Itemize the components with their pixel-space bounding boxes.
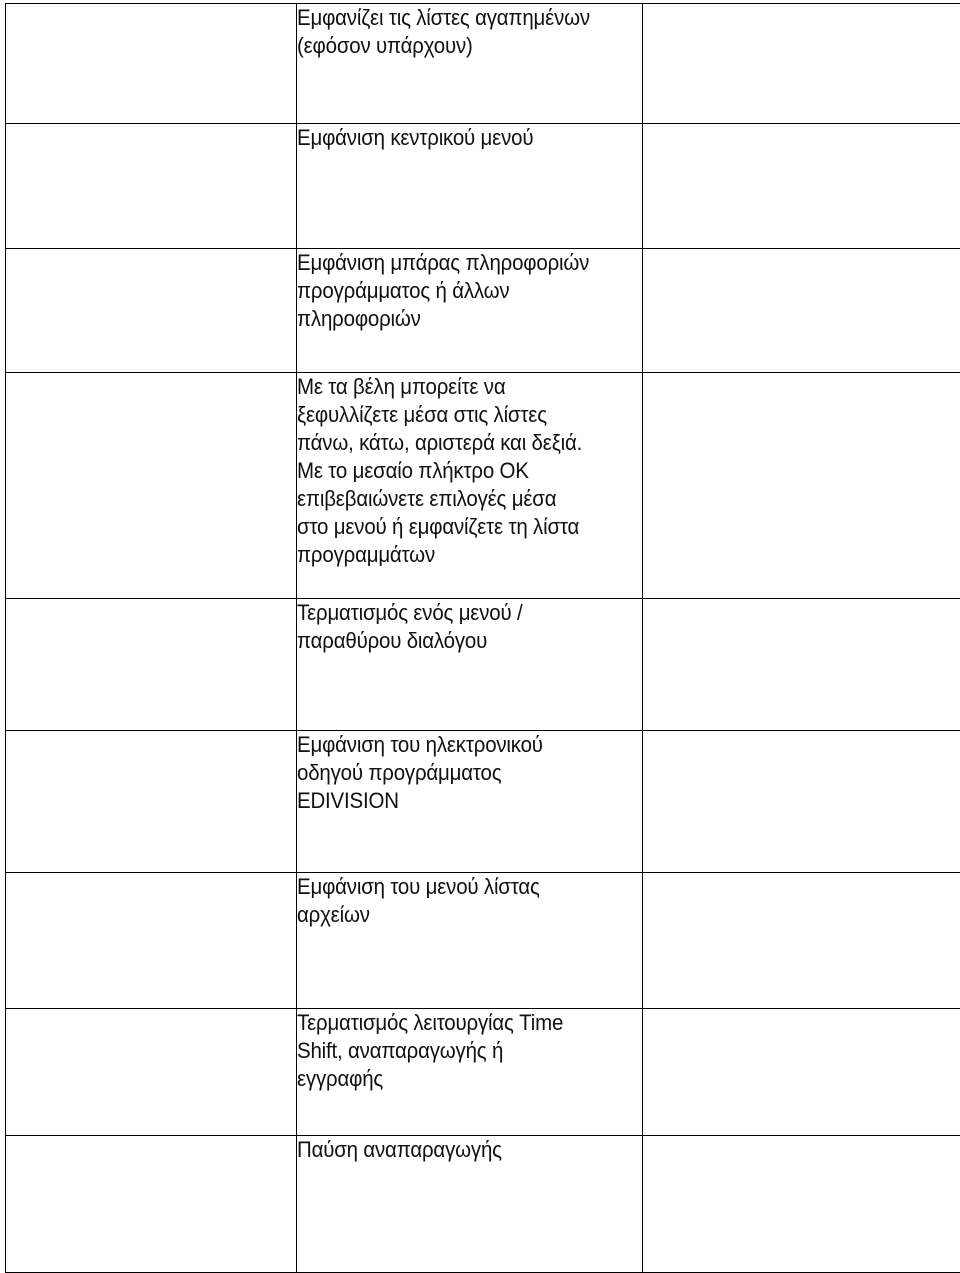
description-cell: [297, 731, 643, 873]
button-image-cell: [6, 731, 297, 873]
table-row: [6, 373, 960, 599]
table-row: [6, 1009, 960, 1136]
description-cell: [297, 873, 643, 1009]
button-image-cell: [6, 4, 297, 124]
empty-cell: [643, 4, 960, 124]
button-image-cell: [6, 1136, 297, 1273]
description-cell: [297, 124, 643, 249]
empty-cell: [643, 873, 960, 1009]
description-cell: [297, 373, 643, 599]
table-row: [6, 599, 960, 731]
row-description: Παύση αναπαραγωγής: [297, 1137, 502, 1162]
empty-cell: [643, 1136, 960, 1273]
table-row: [6, 1136, 960, 1273]
table-row: [6, 731, 960, 873]
table-row: [6, 249, 960, 373]
description-cell: [297, 1136, 643, 1273]
button-image-cell: [6, 599, 297, 731]
empty-cell: [643, 1009, 960, 1136]
row-description: Εμφάνιση μπάρας πληροφοριών προγράμματος ή άλλων πληροφοριών: [297, 250, 590, 331]
row-description: Εμφάνιση του μενού λίστας αρχείων: [297, 874, 540, 927]
button-image-cell: [6, 124, 297, 249]
empty-cell: [643, 124, 960, 249]
description-cell: [297, 4, 643, 124]
description-cell: [297, 599, 643, 731]
button-image-cell: [6, 249, 297, 373]
empty-cell: [643, 731, 960, 873]
empty-cell: [643, 599, 960, 731]
row-description: Τερματισμός ενός μενού / παραθύρου διαλόγου: [297, 600, 523, 653]
description-cell: [297, 1009, 643, 1136]
button-image-cell: [6, 373, 297, 599]
button-image-cell: [6, 1009, 297, 1136]
empty-cell: [643, 249, 960, 373]
description-cell: [297, 249, 643, 373]
row-description: Εμφανίζει τις λίστες αγαπημένων (εφόσον υπάρχουν): [297, 5, 590, 58]
empty-cell: [643, 373, 960, 599]
table-row: [6, 873, 960, 1009]
button-image-cell: [6, 873, 297, 1009]
table-row: [6, 4, 960, 124]
row-description: Εμφάνιση κεντρικού μενού: [297, 125, 534, 150]
row-description: Με τα βέλη μπορείτε να ξεφυλλίζετε μέσα στις λίστες πάνω, κάτω, αριστερά και δεξιά. Με το μεσαίο πλήκτρο OK επιβεβαιώνετε επιλογές μέσα στο μενού ή εμφανίζετε τη λίστα προγραμμάτων: [297, 374, 583, 567]
remote-buttons-table: [5, 3, 960, 1273]
row-description: Τερματισμός λειτουργίας Time Shift, αναπαραγωγής ή εγγραφής: [297, 1010, 564, 1091]
row-description: Εμφάνιση του ηλεκτρονικού οδηγού προγράμματος EDIVISION: [297, 732, 543, 813]
table-row: [6, 124, 960, 249]
